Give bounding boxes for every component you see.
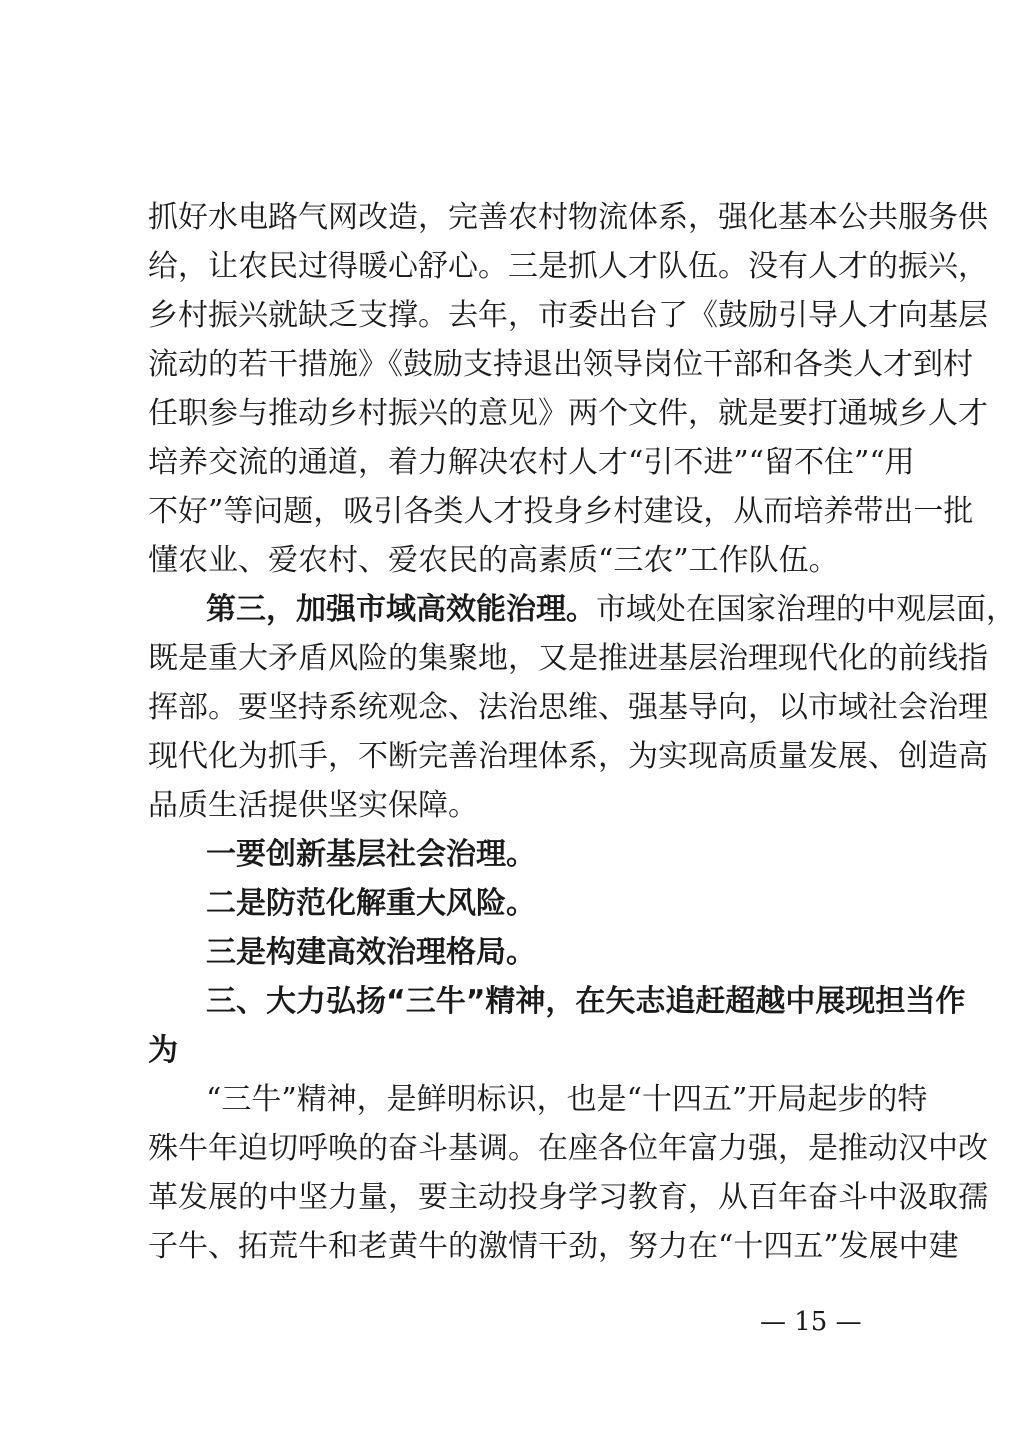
paragraph-line: 给，让农民过得暖心舒心。三是抓人才队伍。没有人才的振兴， (148, 249, 988, 284)
paragraph-line: 任职参与推动乡村振兴的意见》两个文件，就是要打通城乡人才 (148, 396, 988, 431)
subpoint-heading: 二是防范化解重大风险。 (206, 886, 536, 921)
section-lead-text: 市域处在国家治理的中观层面， (596, 592, 1016, 627)
paragraph-line: 抓好水电路气网改造，完善农村物流体系，强化基本公共服务供 (148, 200, 988, 235)
subpoint-heading: 一要创新基层社会治理。 (206, 837, 536, 872)
paragraph-line: 培养交流的通道，着力解决农村人才“引不进”“留不住”“用 (148, 445, 915, 480)
paragraph-line: 殊牛年迫切呼唤的奋斗基调。在座各位年富力强，是推动汉中改 (148, 1131, 988, 1166)
paragraph-line: 懂农业、爱农村、爱农民的高素质“三农”工作队伍。 (148, 543, 839, 578)
paragraph-line: 品质生活提供坚实保障。 (148, 788, 478, 823)
section-heading: 三、大力弘扬“三牛”精神，在矢志追赶超越中展现担当作 (206, 984, 966, 1019)
paragraph-line: 乡村振兴就缺乏支撑。去年，市委出台了《鼓励引导人才向基层 (148, 298, 988, 333)
section-lead-line (206, 588, 1016, 632)
section-heading-continued: 为 (148, 1033, 178, 1068)
paragraph-line: 革发展的中坚力量，要主动投身学习教育，从百年奋斗中汲取孺 (148, 1180, 988, 1215)
paragraph-line: 子牛、拓荒牛和老黄牛的激情干劲，努力在“十四五”发展中建 (148, 1229, 959, 1264)
paragraph-line: 不好”等问题，吸引各类人才投身乡村建设，从而培养带出一批 (148, 494, 974, 529)
section-title-bold: 第三，加强市域高效能治理。 (206, 592, 596, 627)
paragraph-line: 流动的若干措施》《鼓励支持退出领导岗位干部和各类人才到村 (148, 347, 973, 382)
subpoint-heading: 三是构建高效治理格局。 (206, 935, 536, 970)
paragraph-line: 挥部。要坚持系统观念、法治思维、强基导向，以市域社会治理 (148, 690, 988, 725)
paragraph-line: 既是重大矛盾风险的集聚地，又是推进基层治理现代化的前线指 (148, 641, 988, 676)
page-number: — 15 — (760, 1307, 862, 1337)
paragraph-line: “三牛”精神，是鲜明标识，也是“十四五”开局起步的特 (206, 1082, 928, 1117)
paragraph-line: 现代化为抓手，不断完善治理体系，为实现高质量发展、创造高 (148, 739, 988, 774)
